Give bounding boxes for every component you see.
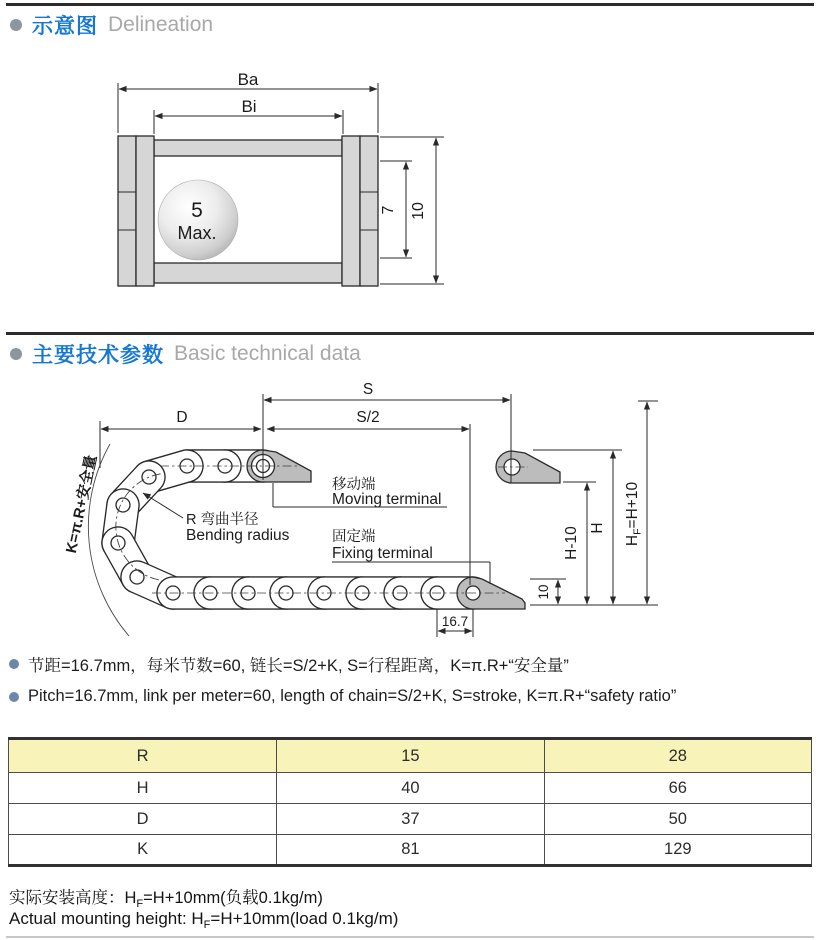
note-line-en (9, 687, 676, 706)
ball-value-label: 5 (191, 199, 203, 222)
table-cell: K (9, 835, 277, 866)
dim-d-label: D (176, 409, 188, 426)
dim-h-label: H (589, 522, 606, 534)
mounting-height-note-en (9, 909, 398, 929)
section2-title-zh: 主要技术参数 (32, 344, 164, 367)
dim-s-label: S (362, 381, 374, 398)
bending-radius-label-en: Bending radius (186, 527, 290, 544)
note-text-zh: 节距=16.7mm，每米节数=60, 链长=S/2+K, S=行程距离，K=π.R+“安全量” (28, 657, 569, 675)
bullet-icon (10, 19, 22, 31)
table-row (9, 835, 812, 866)
dim-pitch-label: 16.7 (441, 614, 469, 629)
section1-title-zh: 示意图 (32, 15, 98, 38)
table-cell: R (9, 739, 277, 773)
dim-hf-label: $H_F=H+10$ (624, 481, 644, 547)
mounting-height-note-zh (9, 884, 323, 908)
table-cell: 66 (544, 773, 811, 804)
cross-section-diagram (95, 48, 465, 310)
dim-s-half-label: S/2 (356, 409, 380, 426)
table-cell: 28 (544, 739, 811, 773)
fixing-terminal-label-zh: 固定端 (332, 529, 376, 545)
table-cell: 15 (277, 739, 544, 773)
fixing-terminal-label-en: Fixing terminal (332, 545, 433, 562)
ball-max-label: Max. (177, 223, 217, 243)
drag-chain-diagram (28, 380, 690, 648)
dim-outer-height-label: 10 (410, 202, 427, 220)
moving-terminal-label-en: Moving terminal (332, 491, 442, 508)
section1-title-en: Delineation (108, 13, 214, 36)
bullet-icon (9, 659, 19, 669)
footer-zh-subscript: F (136, 897, 144, 910)
bullet-icon (9, 692, 19, 702)
table-cell: 50 (544, 804, 811, 835)
table-cell: 40 (277, 773, 544, 804)
bottom-divider (6, 936, 814, 938)
section-header-technical-data (10, 339, 361, 369)
dim-ba-label: Ba (237, 70, 259, 89)
chain-links (118, 466, 473, 593)
section-header-delineation (10, 10, 213, 40)
section2-title-en: Basic technical data (174, 342, 361, 365)
dim-inner-height-label: 7 (380, 205, 397, 215)
table-cell: D (9, 804, 277, 835)
moving-terminal-label-zh: 移动端 (332, 477, 376, 493)
chain-cross-section-body (118, 136, 378, 286)
table-row (9, 804, 812, 835)
bending-radius-label-zh: R 弯曲半径 (186, 512, 259, 528)
table-cell: H (9, 773, 277, 804)
note-line-zh (9, 652, 569, 676)
footer-en-subscript: F (203, 918, 211, 931)
bullet-icon (10, 348, 22, 360)
k-formula-label: K=π.R+安全量 (62, 453, 101, 555)
table-row (9, 773, 812, 804)
footer-zh-text: 实际安装高度：H (9, 889, 137, 907)
cross-section-dimensions (118, 83, 444, 284)
table-row (9, 739, 812, 773)
dim-h-minus-10-label: H-10 (563, 526, 580, 560)
table-cell: 129 (544, 835, 811, 866)
footer-en-text: Actual mounting height: H (9, 909, 204, 928)
dim-bracket-height-label: 10 (536, 584, 551, 600)
top-divider (6, 3, 814, 6)
footer-zh-formula: =H+10mm(负载0.1kg/m) (143, 889, 323, 907)
table-cell: 81 (277, 835, 544, 866)
spec-table (8, 737, 812, 867)
note-text-en: Pitch=16.7mm, link per meter=60, length of chain=S/2+K, S=stroke, K=π.R+“safety ratio” (28, 687, 677, 705)
table-cell: 37 (277, 804, 544, 835)
section-divider (6, 332, 814, 335)
dim-bi-label: Bi (241, 97, 257, 116)
footer-en-formula: =H+10mm(load 0.1kg/m) (210, 909, 399, 928)
